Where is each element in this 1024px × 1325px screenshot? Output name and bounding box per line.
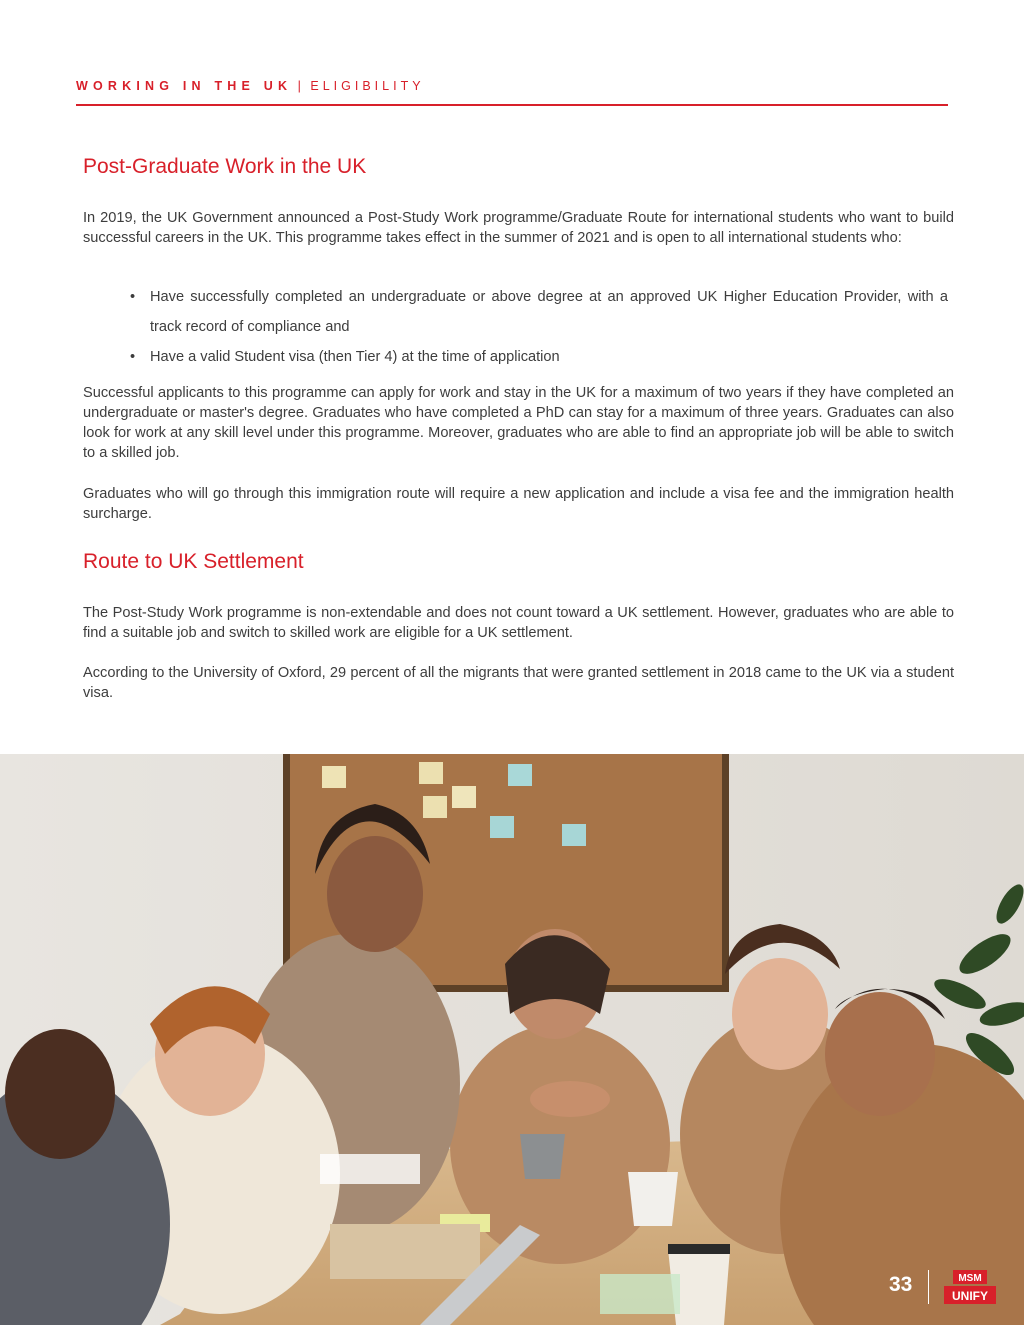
logo-text-top: MSM xyxy=(958,1273,982,1284)
intro-paragraph: In 2019, the UK Government announced a Post-Study Work programme/Graduate Route for international students who want to build successful careers in the UK. This programme takes effect in the summer of 2021 and is open to all international students who: xyxy=(83,210,954,246)
list-item xyxy=(130,282,948,342)
page-number: 33 xyxy=(889,1273,913,1296)
bullet-icon: • xyxy=(130,289,136,305)
team-meeting-photo xyxy=(0,754,1024,1325)
header-rule xyxy=(76,104,948,106)
list-item-text: Have a valid Student visa (then Tier 4) at the time of application xyxy=(150,349,560,365)
eligibility-list xyxy=(130,282,948,372)
msm-unify-logo xyxy=(944,1270,996,1304)
logo-text-bottom: UNIFY xyxy=(952,1289,988,1303)
section-title-post-graduate: Post-Graduate Work in the UK xyxy=(83,155,367,178)
body-paragraph: The Post-Study Work programme is non-extendable and does not count toward a UK settlement. However, graduates who are able to find a suitable job and switch to skilled work are eligible for a UK settlement. xyxy=(83,605,954,641)
list-item-text: Have successfully completed an undergraduate or above degree at an approved UK Higher Education Provider, with a track record of compliance and xyxy=(150,289,948,335)
bullet-icon: • xyxy=(130,349,136,365)
header-subsection-title: ELIGIBILITY xyxy=(310,79,425,93)
list-item xyxy=(130,342,948,372)
body-paragraph: Graduates who will go through this immigration route will require a new application and include a visa fee and the immigration health surcharge. xyxy=(83,486,954,522)
body-paragraph: Successful applicants to this programme can apply for work and stay in the UK for a maximum of two years if they have completed an undergraduate or master's degree. Graduates who have completed a PhD can stay for a maximum of three years. Graduates can also look for work at any skill level under this programme. Moreover, graduates who are able to find an appropriate job will be able to switch to a skilled job. xyxy=(83,385,954,461)
header-separator: | xyxy=(297,79,301,93)
header-section-title: WORKING IN THE UK xyxy=(76,79,293,93)
body-paragraph: According to the University of Oxford, 29 percent of all the migrants that were granted settlement in 2018 came to the UK via a student visa. xyxy=(83,665,954,701)
footer-divider xyxy=(928,1270,929,1304)
section-title-settlement: Route to UK Settlement xyxy=(83,550,304,573)
page-header xyxy=(76,79,425,93)
